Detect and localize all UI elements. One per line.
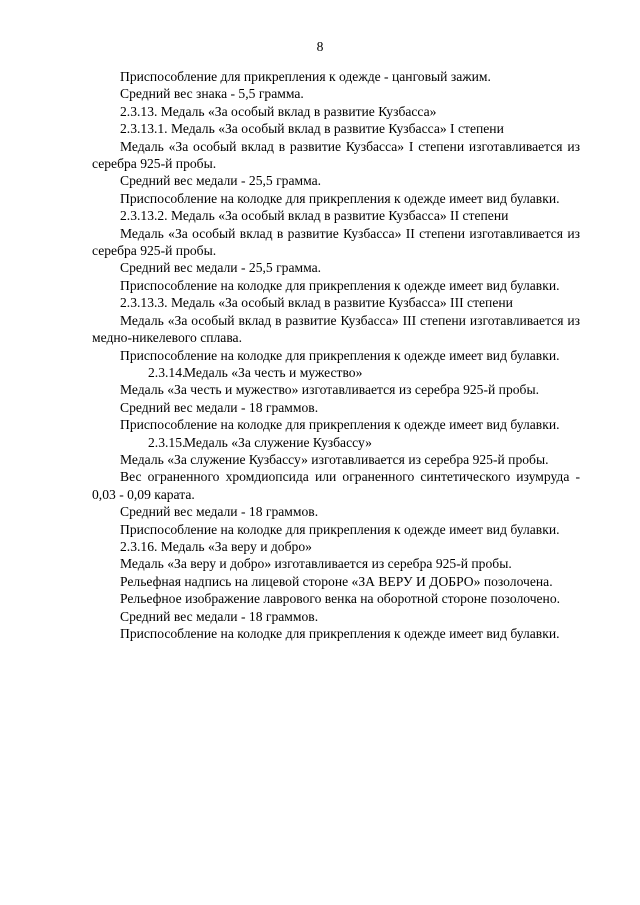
section-heading [92, 364, 580, 381]
paragraph: Приспособление на колодке для прикрепления к одежде имеет вид булавки. [120, 521, 560, 537]
paragraph: Вес ограненного хромдиопсида или ограненного синтетического изумруда - 0,03 - 0,09 карата. [92, 469, 580, 502]
paragraph: Средний вес медали - 18 граммов. [120, 608, 319, 624]
section-number: 2.3.15. [148, 434, 186, 450]
paragraph: Медаль «За служение Кузбассу» изготавливается из серебра 925-й пробы. [120, 451, 549, 467]
subsection-heading: 2.3.13.1. Медаль «За особый вклад в развитие Кузбасса» I степени [120, 121, 504, 137]
paragraph: Медаль «За веру и добро» изготавливается из серебра 925-й пробы. [120, 556, 512, 572]
paragraph: Рельефное изображение лаврового венка на оборотной стороне позолочено. [120, 591, 561, 607]
paragraph: Медаль «За особый вклад в развитие Кузбасса» I степени изготавливается из серебра 925-й пробы. [92, 138, 580, 172]
paragraph: Медаль «За честь и мужество» изготавливается из серебра 925-й пробы. [120, 382, 539, 398]
paragraph: Средний вес знака - 5,5 грамма. [120, 86, 304, 102]
section-title: Медаль «За честь и мужество» [184, 364, 363, 380]
paragraph: Медаль «За особый вклад в развитие Кузбасса» III степени изготавливается из медно-никелевого сплава. [92, 312, 580, 346]
paragraph: Приспособление на колодке для прикрепления к одежде имеет вид булавки. [120, 277, 560, 293]
paragraph: Средний вес медали - 25,5 грамма. [120, 173, 322, 189]
page-body [92, 68, 580, 642]
page-number: 8 [316, 39, 324, 54]
section-heading [92, 434, 580, 451]
paragraph: Медаль «За особый вклад в развитие Кузбасса» II степени изготавливается из серебра 925-й пробы. [92, 225, 580, 259]
paragraph: Рельефная надпись на лицевой стороне «ЗА ВЕРУ И ДОБРО» позолочена. [120, 573, 553, 589]
subsection-heading: 2.3.13.2. Медаль «За особый вклад в развитие Кузбасса» II степени [120, 208, 509, 224]
paragraph: Средний вес медали - 18 граммов. [120, 504, 319, 520]
paragraph: Приспособление на колодке для прикрепления к одежде имеет вид булавки. [120, 190, 560, 206]
paragraph: Приспособление на колодке для прикрепления к одежде имеет вид булавки. [120, 347, 560, 363]
paragraph: Приспособление на колодке для прикрепления к одежде имеет вид булавки. [120, 626, 560, 641]
paragraph: Средний вес медали - 25,5 грамма. [120, 260, 322, 276]
paragraph: Приспособление на колодке для прикрепления к одежде имеет вид булавки. [120, 417, 560, 433]
subsection-heading: 2.3.13.3. Медаль «За особый вклад в развитие Кузбасса» III степени [120, 295, 513, 311]
paragraph: Средний вес медали - 18 граммов. [120, 399, 319, 415]
section-heading: 2.3.16. Медаль «За веру и добро» [120, 538, 312, 554]
section-number: 2.3.14. [148, 364, 186, 380]
section-title: Медаль «За служение Кузбассу» [184, 434, 372, 450]
paragraph: Приспособление для прикрепления к одежде - цанговый зажим. [120, 69, 491, 84]
section-heading: 2.3.13. Медаль «За особый вклад в развитие Кузбасса» [120, 103, 437, 119]
